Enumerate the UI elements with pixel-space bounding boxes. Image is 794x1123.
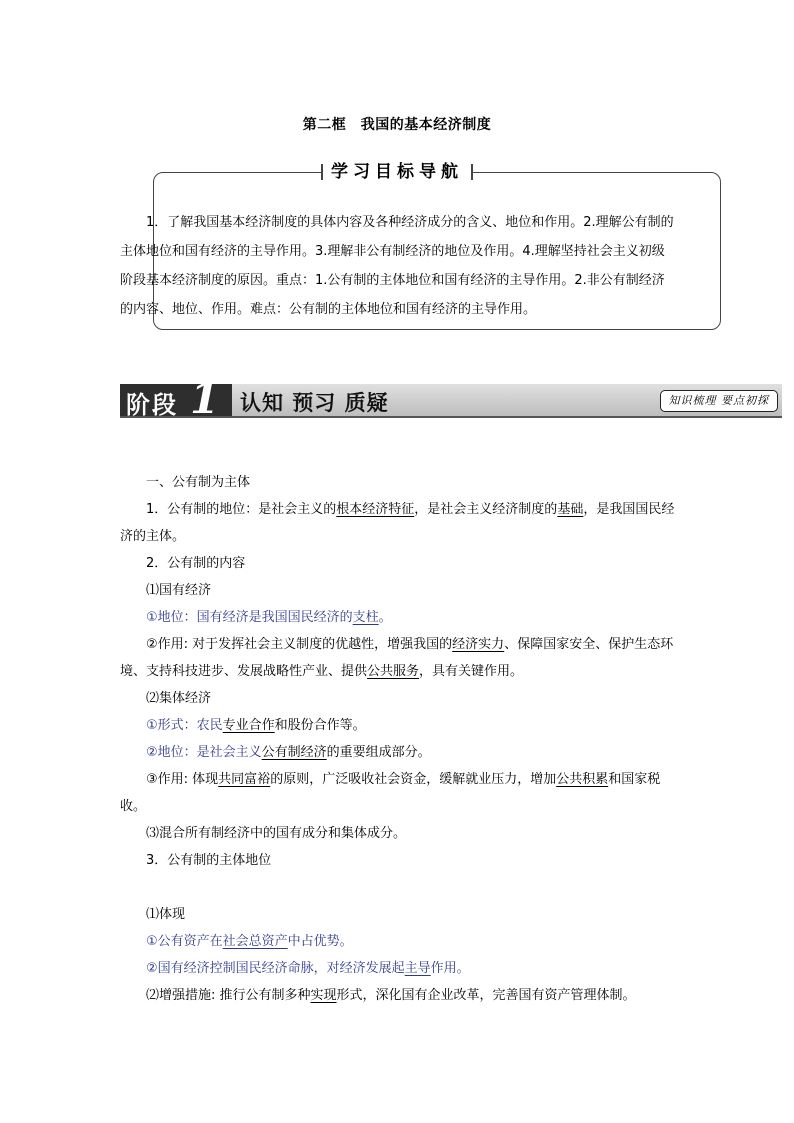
- item-collective-role: ③作用: 体现共同富裕的原则，广泛吸收社会资金，缓解就业压力，增加公共积累和国家税收。: [120, 772, 661, 814]
- content: [120, 469, 680, 1009]
- keyword: 专业合作: [222, 718, 275, 733]
- subheading-collective-economy: ⑵集体经济: [146, 691, 212, 706]
- keyword: 基础: [557, 502, 584, 517]
- objectives-label-wrap: [0, 160, 794, 184]
- item-collective-form: ①形式：农民专业合作和股份合作等。: [146, 718, 366, 733]
- keyword: 根本经济特征: [336, 502, 415, 517]
- item-mixed-ownership: ⑶混合所有制经济中的国有成分和集体成分。: [146, 826, 407, 841]
- keyword: 共同富裕: [218, 772, 271, 787]
- keyword: 社会总资产: [222, 934, 288, 949]
- item-state-role: ②作用: 对于发挥社会主义制度的优越性，增强我国的经济实力、保障国家安全、保护生态环境、支持科技进步、发展战略性产业、提供公共服务，具有关键作用。: [120, 637, 674, 679]
- keyword: 实现: [310, 988, 337, 1003]
- page-title: 第二框 我国的基本经济制度: [302, 117, 492, 133]
- stage-word: 阶段: [126, 390, 178, 419]
- subheading-dominant-position: 3．公有制的主体地位: [146, 853, 272, 868]
- item-strengthen-measures: ⑵增强措施: 推行公有制多种实现形式，深化国有企业改革，完善国有资产管理体制。: [146, 988, 636, 1003]
- stage-title: 认知 预习 质疑: [240, 390, 389, 415]
- subheading-manifestation: ⑴体现: [146, 907, 186, 922]
- objectives-text: 1．了解我国基本经济制度的具体内容及各种经济成分的含义、地位和作用。2.理解公有制的主体地位和国有经济的主导作用。3.理解非公有制经济的地位及作用。4.理解坚持社会主义初级阶段基本经济制度的原因。重点：1.公有制的主体地位和国有经济的主导作用。2.非公有制经济的内容、地位、作用。难点：公有制的主体地位和国有经济的主导作用。: [120, 215, 674, 317]
- keyword: 公有制经济: [261, 745, 327, 760]
- spacer: [120, 874, 680, 901]
- paragraph-public-status: 1．公有制的地位：是社会主义的根本经济特征，是社会主义经济制度的基础，是我国国民经济的主体。: [120, 502, 675, 544]
- item-collective-status: ②地位：是社会主义公有制经济的重要组成部分。: [146, 745, 431, 760]
- subheading-content: 2．公有制的内容: [146, 556, 246, 571]
- keyword: 经济实力: [452, 637, 505, 652]
- section-heading: 一、公有制为主体: [146, 475, 251, 490]
- keyword: 支柱: [352, 610, 379, 625]
- subheading-state-economy: ⑴国有经济: [146, 583, 212, 598]
- stage-badge: [120, 374, 232, 423]
- keyword: 公共服务: [367, 664, 420, 679]
- stage-tag: 知识梳理 要点初探: [660, 390, 779, 412]
- stage-number: 1: [190, 374, 220, 423]
- item-state-control: ②国有经济控制国民经济命脉，对经济发展起主导作用。: [146, 961, 470, 976]
- item-asset-advantage: ①公有资产在社会总资产中占优势。: [146, 934, 353, 949]
- keyword: 主导: [404, 961, 431, 976]
- stage-banner: [120, 374, 782, 423]
- keyword: 公共积累: [556, 772, 609, 787]
- item-state-status: ①地位：国有经济是我国国民经济的支柱。: [146, 610, 392, 625]
- objectives-label: 学习目标导航: [321, 160, 473, 184]
